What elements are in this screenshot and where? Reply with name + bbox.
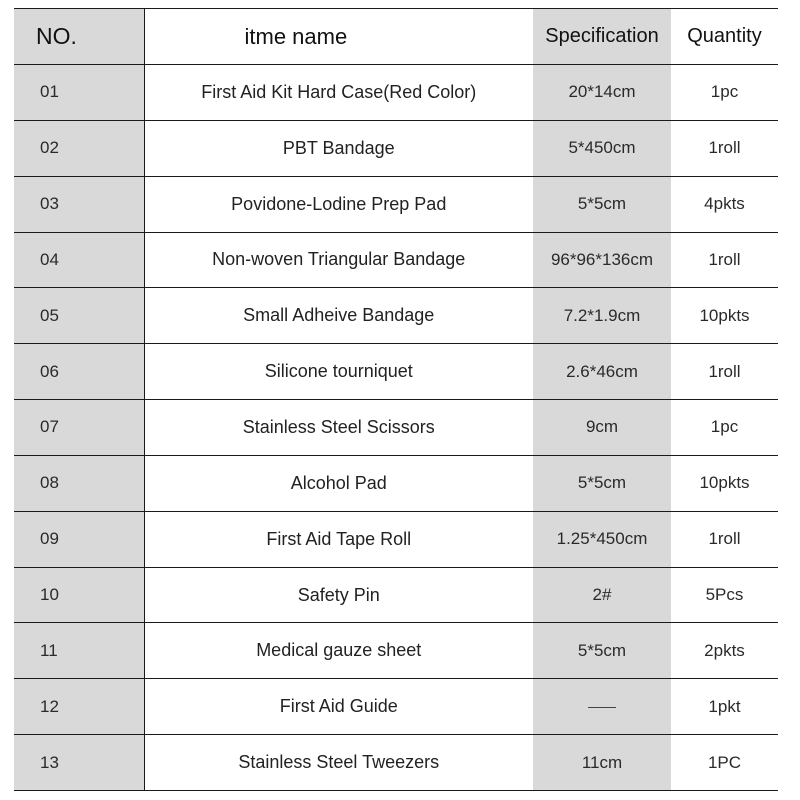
row-number: 08	[14, 455, 144, 511]
item-name: First Aid Guide	[144, 679, 533, 735]
item-list-sheet	[14, 8, 778, 790]
table-row	[14, 344, 778, 400]
item-quantity: 1roll	[671, 344, 778, 400]
table-row	[14, 567, 778, 623]
item-specification: 5*5cm	[533, 455, 671, 511]
item-name: Non-woven Triangular Bandage	[144, 232, 533, 288]
header-quantity: Quantity	[671, 9, 778, 65]
item-quantity: 1pc	[671, 65, 778, 121]
row-number: 09	[14, 511, 144, 567]
table-row	[14, 120, 778, 176]
item-specification: 2#	[533, 567, 671, 623]
item-specification: 1.25*450cm	[533, 511, 671, 567]
header-no: NO.	[14, 9, 144, 65]
item-quantity: 1pc	[671, 400, 778, 456]
empty-spec-dash	[588, 707, 616, 708]
header-item-name: itme name	[144, 9, 533, 65]
item-quantity: 1roll	[671, 120, 778, 176]
row-number: 04	[14, 232, 144, 288]
item-quantity: 1PC	[671, 735, 778, 791]
item-specification: 5*450cm	[533, 120, 671, 176]
item-specification: 7.2*1.9cm	[533, 288, 671, 344]
item-quantity: 1roll	[671, 511, 778, 567]
row-number: 05	[14, 288, 144, 344]
table-row	[14, 288, 778, 344]
item-name: First Aid Tape Roll	[144, 511, 533, 567]
row-number: 06	[14, 344, 144, 400]
row-number: 13	[14, 735, 144, 791]
table-row	[14, 511, 778, 567]
item-quantity: 1pkt	[671, 679, 778, 735]
header-row	[14, 9, 778, 65]
table-row	[14, 735, 778, 791]
item-quantity: 1roll	[671, 232, 778, 288]
item-specification: 2.6*46cm	[533, 344, 671, 400]
item-name: Small Adheive Bandage	[144, 288, 533, 344]
item-name: Povidone-Lodine Prep Pad	[144, 176, 533, 232]
table-row	[14, 65, 778, 121]
item-specification	[533, 679, 671, 735]
table-row	[14, 679, 778, 735]
table-row	[14, 455, 778, 511]
item-name: First Aid Kit Hard Case(Red Color)	[144, 65, 533, 121]
row-number: 02	[14, 120, 144, 176]
row-number: 07	[14, 400, 144, 456]
row-number: 12	[14, 679, 144, 735]
item-quantity: 10pkts	[671, 288, 778, 344]
row-number: 11	[14, 623, 144, 679]
item-specification: 20*14cm	[533, 65, 671, 121]
row-number: 10	[14, 567, 144, 623]
item-specification: 96*96*136cm	[533, 232, 671, 288]
item-specification: 9cm	[533, 400, 671, 456]
row-number: 03	[14, 176, 144, 232]
item-specification: 5*5cm	[533, 623, 671, 679]
item-quantity: 2pkts	[671, 623, 778, 679]
item-name: Medical gauze sheet	[144, 623, 533, 679]
row-number: 01	[14, 65, 144, 121]
item-specification: 5*5cm	[533, 176, 671, 232]
table-row	[14, 232, 778, 288]
item-table	[14, 8, 778, 791]
item-quantity: 10pkts	[671, 455, 778, 511]
item-name: Safety Pin	[144, 567, 533, 623]
item-name: Silicone tourniquet	[144, 344, 533, 400]
item-name: Stainless Steel Tweezers	[144, 735, 533, 791]
item-name: Stainless Steel Scissors	[144, 400, 533, 456]
item-name: Alcohol Pad	[144, 455, 533, 511]
item-quantity: 5Pcs	[671, 567, 778, 623]
header-specification: Specification	[533, 9, 671, 65]
item-quantity: 4pkts	[671, 176, 778, 232]
table-row	[14, 623, 778, 679]
item-name: PBT Bandage	[144, 120, 533, 176]
item-specification: 11cm	[533, 735, 671, 791]
table-row	[14, 176, 778, 232]
table-row	[14, 400, 778, 456]
